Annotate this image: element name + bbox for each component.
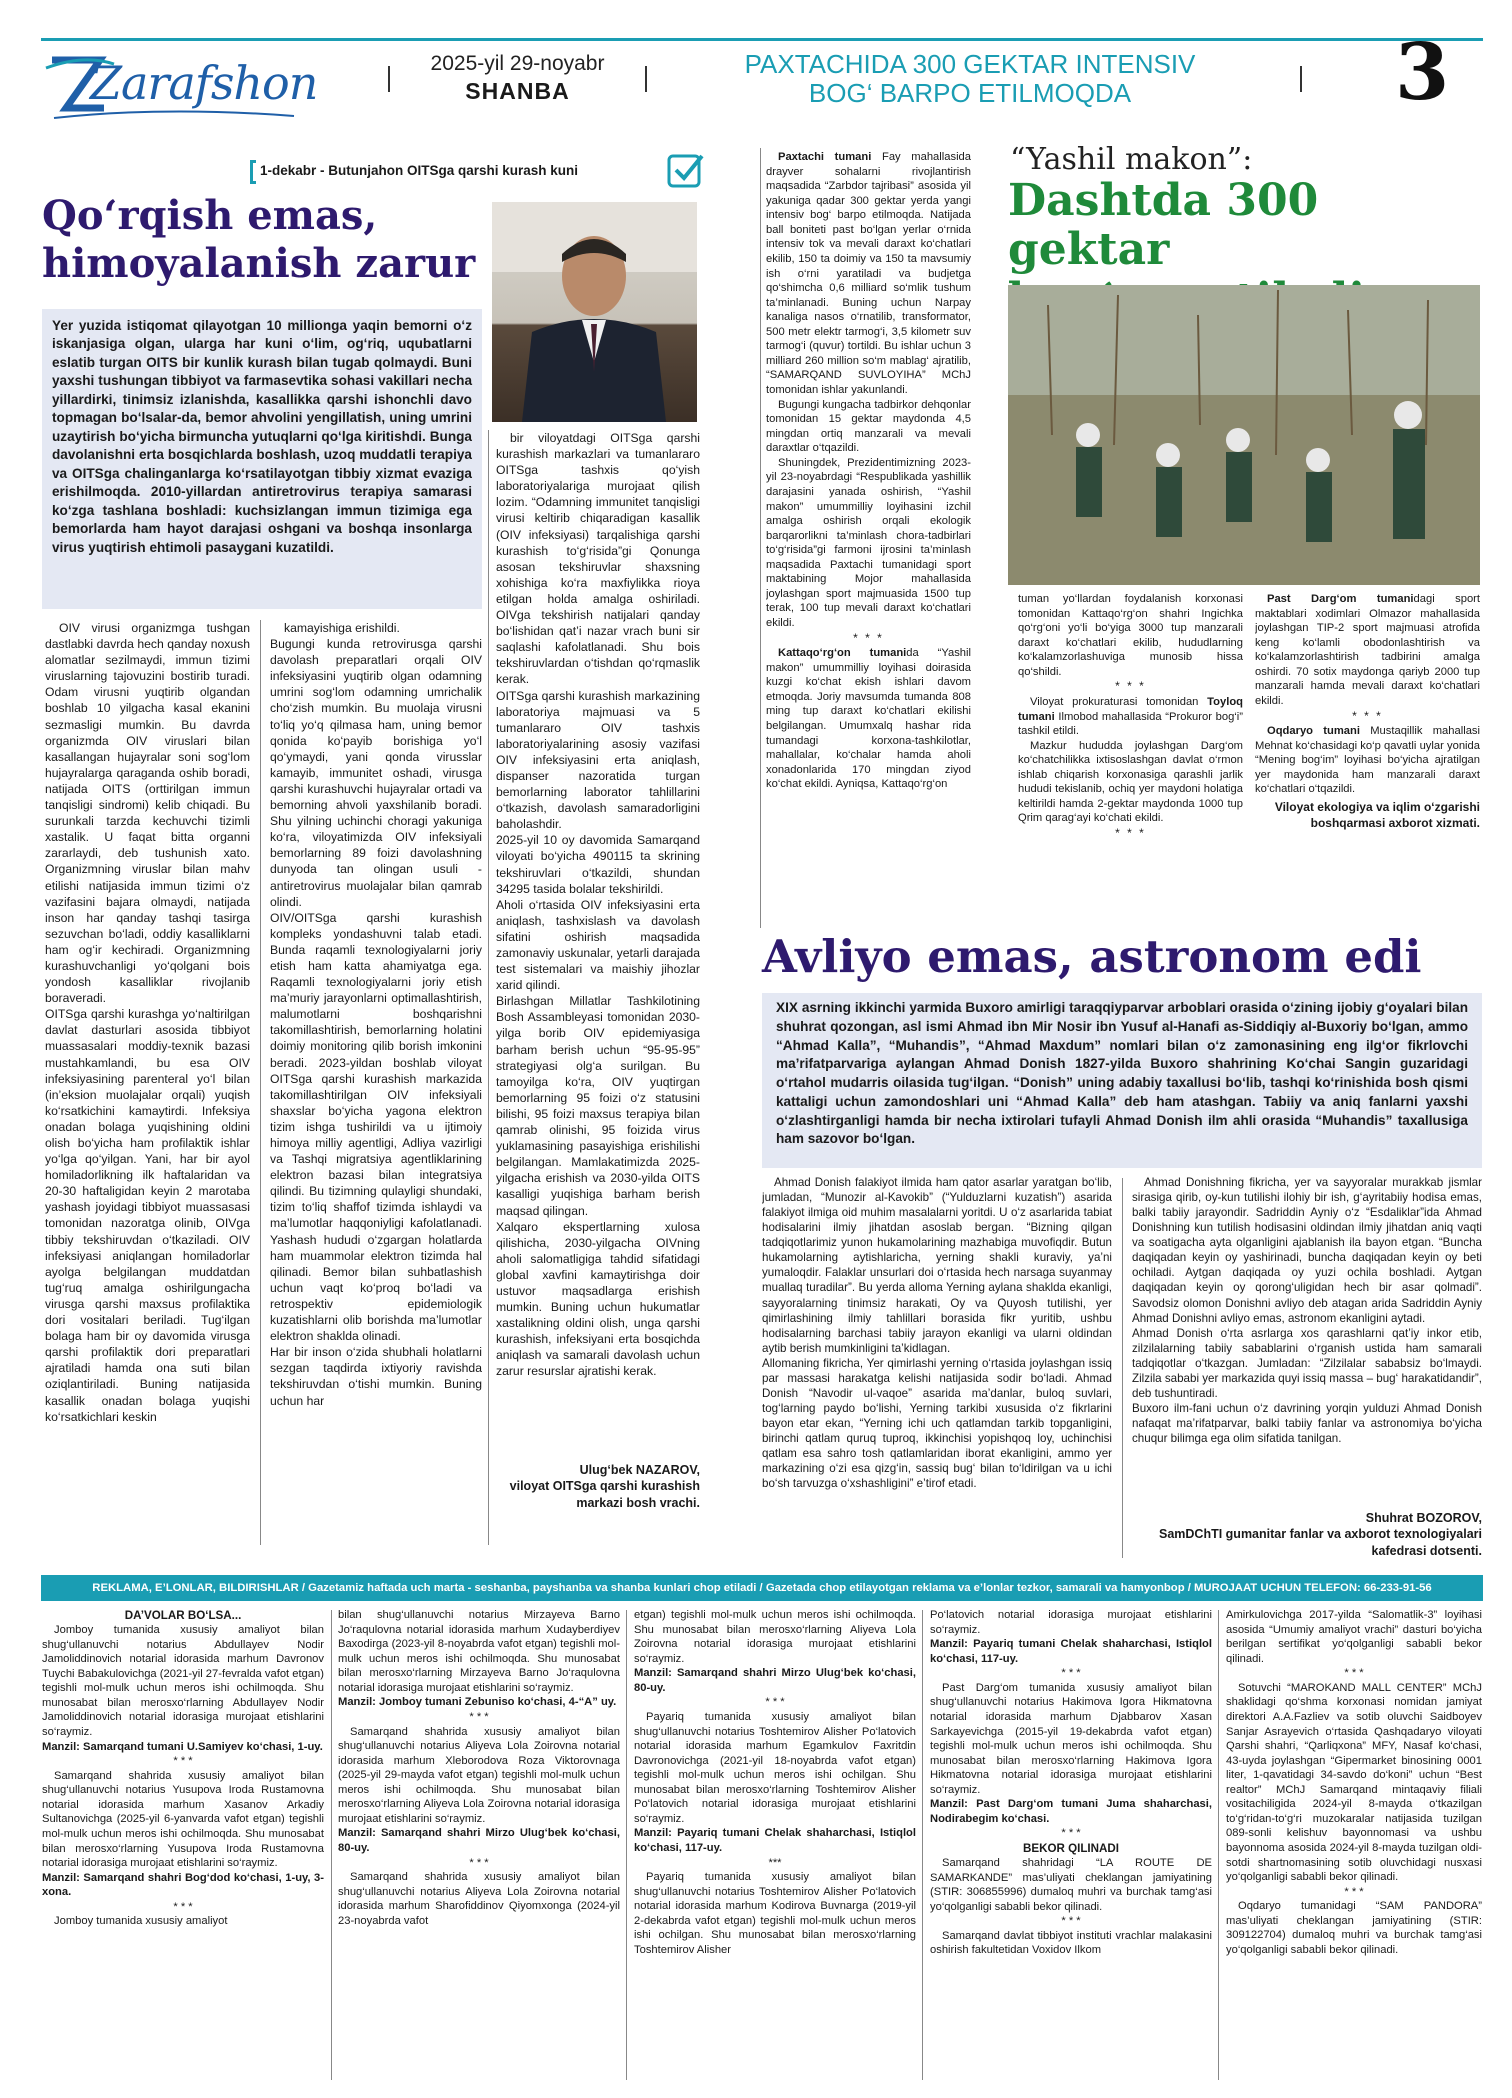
para-text: Shuningdek, Prezidentimizning 2023-yil 23-noyabrdagi “Respublikada yashillik darajasini yanada oshirish, “Yashil makon” umummilliy loyihasini izchil amalga oshirish orqali ekologik barqarorlikni ta’minlash chora-tadbirlari to‘g‘risida”gi farmoni ijrosini ta’minlash maqsadida Paxtachi tumanidagi sport maktabining Mojor mahallasida joylashgan sport majmuasida 1500 tup terak, 100 tup mevali daraxt ko‘chatlari ekildi. bbox=[766, 456, 971, 629]
ad-notice: Sotuvchi “MAROKAND MALL CENTER” MChJ shaklidagi qo‘shma korxonasi nomidan jamiyat direktori A.A.Fazliev va sotib oluvchi Saidboyev Sanjar Asrayevich o‘rtasida Qashqadaryo viloyati Qarshi shahri, “Qarliqxona” MFY, Nasaf ko‘chasi, 43-uyda joylashgan “Gipermarket binosining 0001 liter, 1-qavatidagi 34-savdo do‘koni” uchun “Best realtor” MChJ Samarqand mintaqaviy filiali vositachiligida 2024-yil 8-mayda o‘tkazilgan to‘g‘ridan-to‘g‘ri muzokaralar natijasida tuzilgan 089-sonli kelishuv bayonnomasi va ushbu bayonnoma asosida 2024-yil 8-mayda tuzilgan oldi-sotdi shartnomasining sotib oluvchidagi nusxasi yo‘qolganligi sababli bekor qilinadi. bbox=[1226, 1681, 1482, 1884]
para-text: da “Yashil makon” umummilliy loyihasi doirasida kuzgi ko‘chat ekish ishlari davom etmoqda. Joriy mavsumda tumanda 808 ming tup daraxt ko‘chatlari ekilishi belgilangan. Umumxalq hashar rida tumandagi korxona-tashkilotlar, mahallalar, ko‘chalar hamda aholi xonadonlarida 170 mingdan ziyod ko‘chat ekildi. Ayniqsa, Kattaqo‘rg‘on bbox=[766, 647, 971, 791]
separator: * * * bbox=[1061, 1827, 1081, 1840]
article1-title bbox=[42, 192, 482, 288]
ads-banner-text: REKLAMA, E’LONLAR, BILDIRISHLAR / Gazetamiz haftada uch marta - seshanba, payshanba va shanba kunlari chop etiladi / Gazetada chop etilayotgan reklama va e’lonlar tezkor, samarali va hamyonbop / MUROJAAT UCHUN TELEFON: 66-233-91-56 bbox=[92, 1582, 1432, 1594]
header-headline-line2: BOG‘ BARPO ETILMOQDA bbox=[808, 78, 1132, 109]
article2-source: Viloyat ekologiya va iqlim o‘zgarishi boshqarmasi axborot xizmati. bbox=[1274, 799, 1480, 830]
header-divider bbox=[645, 66, 647, 92]
article3-col2-text: Ahmad Donishning fikricha, yer va sayyoralar murakkab jismlar sirasiga qirib, oy-kun tutilishi ilohiy bir ish, g‘ayritabiiy hodisa emas, balki tabiiy jarayondir. Sadriddin Ayniy o‘z “Esdaliklar”ida Ahmad Donishning kun tutilish hodisasini oldindan ilmiy jihatdan aniq vaqti va soatigacha ayta olganligini ajablanish ila bayon etgan. “Buncha daqiqadan keyin oy yashirinadi, buncha daqiqadan keyin oy beti ochiladi. Aytgan daqiqada oy yuzi ochila boshladi. Aytgan daqiqadan keyin oy qorong‘uligidan hech bir asar qolmadi”. Savodsiz olomon Donishni avliyo deb atagan arida Sadriddin Ayniy Ahmad Donishni avliyo emas, astronom ekanligini aytadi. Ahmad Donish o‘rta asrlarga xos qarashlarni qat’iy inkor etib, zilzilalarning tabiiy sabablarini o‘rganish ustida ham samarali tadqiqotlar o‘tkazgan. Jumladan: “Zilzilalar sababsiz bo‘lmaydi. Zilzila sababi yer markazida quyi issiq massa – bug‘ harakatidandir”, deb tushuntiradi. Buxoro ilm-fani uchun o‘z davrining yorqin yulduzi Ahmad Donish nafaqat ma’rifatparvar, balki tabiiy fanlar va astronomiya bo‘yicha chuqur bilimga ega olim sifatida tanilgan. bbox=[1132, 1176, 1482, 1446]
article3-title: Avliyo emas, astronom edi bbox=[762, 930, 1422, 983]
ad-address: Manzil: Samarqand tumani U.Samiyev ko‘chasi, 1-uy. bbox=[42, 1740, 323, 1753]
header-divider bbox=[388, 66, 390, 92]
article1-col2-text: kamayishiga erishildi. Bugungi kunda retrovirusga qarshi davolash preparatlari orqali OIV infeksiyasini yuqtirib olgan odamning umrini sog‘lom odamning umrichalik cho‘zish mumkin. Bu muolaja virusni to‘liq yo‘q qilmasa ham, uning bemor qonida ko‘payib borishiga yo‘l qo‘ymaydi, yani qonda virusslar kamayib, immunitet oshadi, virusga qarshi kurashuvchi hujayralar ortadi va bemorning ahvoli yaxshilanib boradi. Shu yilning uchinchi choragi yakuniga ko‘ra, viloyatimizda OIV infeksiyali bemorlarning 89 foizi davolashning dunyoda tan olingan usuli - antiretrovirus muolajalar bilan qamrab olindi. OIV/OITSga qarshi kurashish kompleks yondashuvni talab etadi. Bunda raqamli texnologiyalarni joriy etish ham katta ahamiyatga ega. Raqamli texnologiyalarni joriy etish ma’muriy jarayonlarni optimallashtirish, malumotlarni boshqarishni takomillashtirish, bemorlarning holatini doimiy monitoring qilib borish imkonini beradi. 2023-yildan boshlab viloyat OITSga qarshi kurashish markazida takomillashtirilgan OIV infeksiyali shaxslar bo‘yicha yagona elektron tizim ishga tushirildi va u ijtimoiy himoya milliy agentligi, Adliya vazirligi va Tashqi migratsiya agentliklarining elektron bazasi bilan integratsiya qilindi. Bu tizimning qulayligi shundaki, tizim to‘liq shaffof tizimda ishlaydi va ma’lumotlar haqqoniyligi kafolatlanadi. Yashash hududi o‘zgargan holatlarda ham muammolar elektron tizimda hal qilinadi. Bemor bilan suhbatlashish uchun vaqt ko‘proq bo‘ladi va retrospektiv epidemiologik kuzatishlarni olib borishda ma’lumotlar elektron shaklda olinadi. Har bir inson o‘zida shubhali holatlarni sezgan taqdirda ixtiyoriy ravishda tekshiruvdan o‘tishi mumkin. Buning uchun har bbox=[270, 621, 482, 1408]
ad-notice: Payariq tumanida xususiy amaliyot bilan shug‘ullanuvchi notarius Toshtemirov Alisher Po‘latovich notarial idorasida marhum Egamkulov Faxritdin Davronovichga (2021-yil 18-noyabrda vafot etgan) tegishli mol-mulk uchun meros ishi ochilgan. Shu munosabat bilan merosxo‘rlarning Toshtemirov Alisher Po‘latovich notarial idorasiga murojaat etishlarini so‘raymiz. bbox=[634, 1710, 916, 1825]
ads-col2 bbox=[338, 1608, 620, 2086]
ad-notice: Jomboy tumanida xususiy amaliyot bilan shug‘ullanuvchi notarius Abdullayev Nodir Jamoliddinovich notarial idorasida marhum Davronov Tuychi Babakulovichga (2021-yil 27-fevralda vafot etgan) tegishli mol-mulk uchun meros ishi ochilmoqda. Shu munosabat bilan merosxo‘rlarning Abdullayev Nodir Jamoliddinovich notarial idorasiga murojaat etishlarini so‘raymiz. bbox=[42, 1624, 324, 1738]
district-name: Oqdaryo tumani bbox=[1267, 725, 1360, 738]
ad-notice: Samarqand shahridagi “LA ROUTE DE SAMARKANDE” mas’uliyati cheklangan jamiyatining (STIR: 306855996) dumaloq muhri va burchak tamg‘asi yo‘qolganligi sababli bekor qilinadi. bbox=[930, 1857, 1212, 1913]
issue-weekday: SHANBA bbox=[465, 78, 570, 104]
separator: * * * bbox=[173, 1900, 193, 1913]
logo-text: Zarafshon bbox=[90, 56, 318, 110]
article1-tag-label: 1-dekabr - Butunjahon OITSga qarshi kurash kuni bbox=[260, 163, 579, 178]
separator: *** bbox=[768, 1856, 782, 1869]
separator: * * * bbox=[765, 1696, 785, 1709]
ad-address: Manzil: Samarqand shahri Mirzo Ulug‘bek ko‘chasi, 80-uy. bbox=[634, 1667, 916, 1694]
ad-address: Manzil: Samarqand shahri Bog‘dod ko‘chasi, 1-uy, 3-xona. bbox=[42, 1871, 324, 1899]
column-rule bbox=[760, 148, 761, 928]
column-rule bbox=[1122, 1178, 1123, 1558]
article1-author-title: viloyat OITSga qarshi kurashish markazi bosh vrachi. bbox=[509, 1479, 700, 1510]
ads-col3 bbox=[634, 1608, 916, 2086]
column-rule bbox=[260, 620, 261, 1545]
article1-author: Ulug‘bek NAZAROV, bbox=[579, 1463, 700, 1477]
column-rule bbox=[1218, 1610, 1219, 2080]
separator: * * * bbox=[173, 1755, 193, 1768]
article2-col-c bbox=[1255, 592, 1480, 922]
ad-address: Manzil: Jomboy tumani Zebuniso ko‘chasi, 4-“A” uy. bbox=[338, 1696, 617, 1709]
column-rule bbox=[922, 1610, 923, 2080]
district-name: Past Darg‘om tumani bbox=[1267, 593, 1414, 605]
ad-address: Manzil: Past Darg‘om tumani Juma shaharchasi, Nodirabegim ko‘chasi. bbox=[930, 1798, 1212, 1825]
ad-notice: Samarqand shahrida xususiy amaliyot bilan shug‘ullanuvchi notarius Aliyeva Lola Zoirovna notarial idorasida marhum Xleborodova Roza Viktorovnaga (2025-yil 29-mayda vafot etgan) tegishli mol-mulk uchun meros ishi ochilmoqda. Shu munosabat bilan merosxo‘rlarning Aliyeva Lola Zoirovna notarial idorasiga murojaat etishlarini so‘raymiz. bbox=[338, 1725, 620, 1825]
article2-col-b bbox=[1018, 592, 1243, 912]
article2-para bbox=[766, 150, 971, 792]
ads-col1 bbox=[42, 1608, 324, 2086]
separator: * * * bbox=[1061, 1915, 1081, 1928]
tag-bracket bbox=[250, 160, 256, 184]
ad-address: Manzil: Payariq tumani Chelak shaharchasi, Istiqlol ko‘chasi, 117-uy. bbox=[930, 1638, 1212, 1665]
separator: * * * bbox=[469, 1710, 489, 1723]
column-rule bbox=[331, 1610, 332, 2080]
portrait-figure-icon bbox=[492, 202, 697, 422]
ad-address: Manzil: Samarqand shahri Mirzo Ulug‘bek ko‘chasi, 80-uy. bbox=[338, 1827, 620, 1854]
ad-notice: Past Darg‘om tumanida xususiy amaliyot bilan shug‘ullanuvchi notarius Hakimova Igora Hikmatovna notarial idorasida marhum Djabbarov Xasan Sarkayevichga (2015-yil 19-dekabrda vafot etgan) tegishli mol-mulk uchun meros ishi ochilmoqda. Shu munosabat bilan merosxo‘rlarning Hakimova Igora Hikmatovna notarial idorasiga murojaat etishlarini so‘raymiz. bbox=[930, 1681, 1212, 1796]
separator: * * * bbox=[1115, 679, 1146, 694]
masthead-logo bbox=[44, 46, 334, 126]
separator: * * * bbox=[1344, 1885, 1364, 1898]
separator: * * * bbox=[1061, 1667, 1081, 1680]
article1-title-line1: Qo‘rqish emas, bbox=[42, 192, 378, 239]
ad-notice: Oqdaryo tumanidagi “SAM PANDORA” mas’uliyati cheklangan jamiyatining (STIR: 309122704) dumaloq muhri va burchak tamg‘asi yo‘qolganligi sababli bekor qilinadi. bbox=[1226, 1900, 1482, 1956]
separator: * * * bbox=[1344, 1667, 1364, 1680]
article1-title-line2: himoyalanish zarur bbox=[42, 240, 476, 287]
ad-notice: etgan) tegishli mol-mulk uchun meros ishi ochilmoqda. Shu munosabat bilan merosxo‘rlarning Aliyeva Lola Zoirovna notarial idorasiga murojaat etishlarini so‘raymiz. bbox=[634, 1609, 916, 1665]
article3-author-title: SamDChTI gumanitar fanlar va axborot texnologiyalari kafedrasi dotsenti. bbox=[1159, 1527, 1482, 1558]
para-text: tuman yo‘llardan foydalanish korxonasi tomonidan Kattaqo‘rg‘on shahri Ingichka qo‘rg‘oni yo‘li bo‘yiga 3000 tup manzarali daraxt ko‘chatlari ekilib, hududlarning ko‘kalamzorlashuviga munosib hissa qo‘shildi. bbox=[1018, 593, 1243, 678]
article1-col2 bbox=[270, 620, 482, 1545]
para-text: Viloyat prokuraturasi tomonidan bbox=[1030, 695, 1208, 708]
tree-planting-photo bbox=[1008, 285, 1480, 585]
para-text: Mazkur hududda joylashgan Darg‘om ko‘chatchilikka ixtisoslashgan davlat o‘rmon ishlab chiqarish korxonasiga qarashli jarlik hududi tekislanib, ochiq yer maydoni holatiga keltirildi hamda 2-gektar maydonda 1000 tup Qrim qarag‘ayi ko‘chati ekildi. bbox=[1018, 739, 1243, 825]
column-rule bbox=[488, 430, 489, 1545]
ad-heading: BEKOR QILINADI bbox=[1023, 1842, 1119, 1855]
para-text: Fay mahallasida drayver sohalarni rivojlantirish maqsadida “Zarbdor tajribasi” asosida yil yakuniga qadar 300 gektar yerda yangi intensiv bog‘ barpo etilmoqda. Natijada ball boniteti past bo‘lgan yerlar o‘rnida intensiv tok va mevali daraxt ko‘chatlari ekilib, 150 ta doimiy va 150 ta mavsumiy ish o‘rni yaratiladi va budjetga qo‘shimcha 0,6 milliard so‘mlik tushum ta’minlanadi. Buning uchun Narpay kanaliga nasos o‘rnatilib, transformator, 500 metr elektr tarmog‘i, 3,5 kilometr suv tarmog‘i (quvur) tortildi. Bu ishlar uchun 3 milliard 260 million so‘m mablag‘ ajratilib, “SAMARQAND SUVLOYIHA” MChJ tomonidan ishlar yakunlandi. bbox=[766, 151, 971, 396]
ad-notice: Payariq tumanida xususiy amaliyot bilan shug‘ullanuvchi notarius Toshtemirov Alisher Po‘latovich notarial idorasida marhum Kodirova Buvnarga (2019-yil 2-dekabrda vafot etgan) tegishli mol-mulk uchun meros ishi ochilgan. Shu munosabat bilan merosxo‘rlarning Toshtemirov Alisher bbox=[634, 1871, 916, 1956]
ads-col5 bbox=[1226, 1608, 1482, 2086]
top-rule bbox=[41, 38, 1483, 41]
header-headline-line1: PAXTACHIDA 300 GEKTAR INTENSIV bbox=[744, 49, 1196, 79]
article3-author: Shuhrat BOZOROV, bbox=[1365, 1511, 1482, 1525]
district-name: Toyloq tumani bbox=[1018, 695, 1243, 723]
article1-col3-text: bir viloyatdagi OITSga qarshi kurashish markazlari va tumanlararo OITSga tashxis qo‘yish laboratoriyalariga murojaat qilish lozim. “Odamning immunitet tanqisligi virusi keltirib chiqaradigan kasallik (OIV infeksiyasi) tarqalishiga qarshi kurashish to‘g‘risida”gi Qonunga asosan tekshiruvlar shaxsning xohishiga ko‘ra maxfiylikka rioya etilgan holda amalga oshiriladi. OIVga tekshirish natijalari qanday bo‘lishidan qat’i nazar vrach buni sir saqlashi kafolatlanadi. Shu bois tekshiruvlardan o‘tishdan qo‘rqmaslik kerak. OITSga qarshi kurashish markazining laboratoriya majmuasi va 5 tumanlararo OIV tashxis laboratoriyalarining asosiy vazifasi OIV infeksiyasini erta aniqlash, dispanser nazoratida turgan bemorlarning laborator tahlillarini o‘tkazish, davolash samaradorligini baholashdir. 2025-yil 10 oy davomida Samarqand viloyati bo‘yicha 490115 ta skrining tekshiruvlari o‘tkazildi, shundan 34295 tasida bolalar tekshirildi. Aholi o‘rtasida OIV infeksiyasini erta aniqlash, tashxislash va davolash sifatini oshirish maqsadida zamonaviy uskunalar, yetarli darajada test sistemalari va maishiy jihozlar xarid qilindi. Birlashgan Millatlar Tashkilotining Bosh Assambleyasi tomonidan 2030-yilga borib OIV epidemiyasiga barham berish uchun “95-95-95” strategiyasi olg‘a surilgan. Bu tamoyilga ko‘ra, OIV yuqtirgan bemorlarning 95 foizi o‘z statusini bilishi, 95 foizi maxsus terapiya bilan qamrab olinishi, 95 foizida virus yuklamasining pasayishiga erishilishi belgilangan. Mamlakatimizda 2025-yilgacha erishish va 2030-yilda OITS kasalligi yuqishiga barham berish maqsad qilingan. Xalqaro ekspertlarning xulosa qilishicha, 2030-yilgacha OIVning aholi salomatligiga tahdid sifatidagi global xavfini kamaytirishga doir ustuvor maqsadlarga erishish mumkin. Buning uchun hukumatlar xastalikning oldini olish, unga qarshi kurashish, infeksiyani erta bosqichda aniqlash va samarali davolash uchun zarur resurslar ajratishi kerak. bbox=[496, 431, 700, 1379]
district-name: Paxtachi tumani bbox=[778, 151, 872, 163]
ad-notice: Jomboy tumanida xususiy amaliyot bbox=[54, 1915, 228, 1928]
article2-title-line1: Dashtda 300 gektar bbox=[1008, 175, 1319, 276]
ad-notice: bilan shug‘ullanuvchi notarius Mirzayeva Barno Jo‘raqulovna notarial idorasida marhum Xudayberdiyev Baxodirga (2023-yil 8-noyabrda vafot etgan) tegishli mol-mulk uchun meros ishi ochilmoqda. Shu munosabat bilan merosxo‘rlarning Mirzayeva Barno Jo‘raqulovna notarial idorasiga murojaat etishlarini so‘raymiz. bbox=[338, 1609, 620, 1694]
article3-col1 bbox=[762, 1175, 1112, 1565]
ads-banner bbox=[41, 1575, 1483, 1601]
article1-signature bbox=[496, 1462, 700, 1511]
ad-notice: Samarqand shahrida xususiy amaliyot bilan shug‘ullanuvchi notarius Aliyeva Lola Zoirovna notarial idorasida marhum Sharofiddinov Qiyomxonga (2024-yil 23-noyabrda vafot bbox=[338, 1871, 620, 1927]
separator: * * * bbox=[469, 1856, 489, 1869]
separator: * * * bbox=[1115, 826, 1146, 841]
article1-col3 bbox=[496, 430, 700, 1465]
issue-date: 2025-yil 29-noyabr bbox=[430, 52, 605, 75]
article1-col1-text: OIV virusi organizmga tushgan dastlabki davrda hech qanday noxush alomatlar sezilmaydi, immun tizimi viruslarning tajovuzini bostirib turadi. Odam virusni yuqtirib olgandan boshlab 10 yilgacha kasal ekanini sezmasligi mumkin. Bu davrda organizmda OIV viruslari bilan kasallangan hujayralar soni sog‘lom hujayralarga qaraganda oshib boradi, natijada OITS (orttirilgan immun tanqisligi sindromi) kelib chiqadi. Bu surunkali tarzda kechuvchi tizimli xastalik. U faqat bitta organni zararlaydi, deb tushunish xato. Organizmning viruslar bilan mahv etilishi natijasida immun tizimi o‘z vazifasini bajara olmaydi, natijada inson har qanday tashqi tasirga sezuvchan bo‘ladi, oddiy kasalliklarni ham og‘ir kechiradi. Organizmning kurashuvchanligi yo‘qolgani bois yondosh kasalliklar rivojlanib boraveradi. OITSga qarshi kurashga yo‘naltirilgan davlat dasturlari asosida tibbiyot muassasalari moddiy-texnik bazasi mustahkamlandi, bu esa OIV infeksiyasining parenteral yo‘l bilan (in’eksion muolajalar orqali) yuqish ko‘rsatkichini kamaytirdi. Infeksiya onadan bolaga yuqishining oldini olish bo‘yicha ham profilaktik ishlar yo‘lga qo‘yilgan. Yani, har bir ayol homiladorlikning ilk haftalaridan va 20-30 haftaligidan keyin 2 marotaba yashash joyidagi tibbiyot muassasasi tomonidan nazoratga olinib, OIVga tibbiy tekshiruvdan o‘tkaziladi. OIV infeksiyasi aniqlangan homiladorlar ayolga belgilangan muddatdan tug‘ruq amalga oshirilgungacha virusga qarshi maxsus profilaktika dori vositalari beriladi. Tug‘ilgan bolaga ham bir oy davomida virusga qarshi profilaktik dori preparatlari ajratiladi hamda ona suti bilan oziqlantiriladi. Buning natijasida kasallik onadan bolaga yuqishi ko‘rsatkichlari keskin bbox=[45, 621, 250, 1424]
district-name: Kattaqo‘rg‘on tumani bbox=[778, 647, 907, 660]
separator: * * * bbox=[1352, 708, 1383, 723]
ad-notice: Samarqand shahrida xususiy amaliyot bilan shug‘ullanuvchi notarius Yusupova Iroda Rustamovna notarial idorasida marhum Xasanov Arkadiy Sultanovichga (2025-yil 6-yanvarda vafot etgan) tegishli mol-mulk uchun meros ishi ochilmoqda. Shu munosabat bilan merosxo‘rlarning Yusupova Iroda Rustamovna notarial idorasiga murojaat etishlarini so‘raymiz. bbox=[42, 1769, 324, 1870]
article1-col1 bbox=[45, 620, 250, 1545]
article3-col2 bbox=[1132, 1175, 1482, 1505]
tree-planting-scene-icon bbox=[1008, 285, 1480, 585]
separator: * * * bbox=[853, 630, 884, 645]
article1-tag bbox=[250, 160, 695, 184]
para-text: Mustaqillik mahallasi Mehnat ko‘chasidagi ko‘p qavatli uylar yonida “Mening bog‘im” loyihasi bo‘yicha ajratilgan yer maydonida ham manzarali daraxt ko‘chatlari o‘tqazildi. bbox=[1255, 725, 1480, 796]
ads-col4 bbox=[930, 1608, 1212, 2086]
author-portrait-photo bbox=[492, 202, 697, 422]
column-rule bbox=[626, 1610, 627, 2080]
para-text: Ilmobod mahallasida “Prokuror bog‘i” tashkil etildi. bbox=[1018, 710, 1243, 738]
para-text: Bugungi kungacha tadbirkor dehqonlar tomonidan 15 gektar maydonda 4,5 mingdan ortiq manzarali va mevali daraxtlar o‘tqazildi. bbox=[766, 398, 971, 455]
para-text: dagi sport maktablari xodimlari Olmazor mahallasida joylashgan TIP-2 sport majmuasi atrofida keng ko‘lamli obodonlashtirish va ko‘kalamzorlashtirish tadbirini amalga oshirdi. 70 sotix maydonga qariyb 2000 tup manzarali hamda mevali daraxt ko‘chatlari ekildi. bbox=[1255, 593, 1480, 707]
article1-lead: Yer yuzida istiqomat qilayotgan 10 millionga yaqin bemorni o‘z iskanjasiga olgan, ularga har kuni o‘lim, og‘riq, uqubatlarni eslatib turgan OITS bir kunlik kurash bilan tugab qolmaydi. Buni yaxshi tushungan tibbiyot va farmasevtika sohasi vakillari necha yillardirki, tinimsiz izlanishda, kasallikka qarshi ishonchli davo topmagan bo‘lsalar-da, bemor ahvolini yengillatish, uning umrini uzaytirish bo‘yicha birmuncha yutuqlarni qo‘lga kiritishdi. Bunga davolanishni erta bosqichlarda boshlash, uzoq muddatli terapiya va OITSga chalinganlarga ko‘rsatilayotgan tibbiy xizmat evaziga erishilmoqda. 2010-yillardan antiretrovirus terapiya samarasi ko‘zga tashlana boshladi: kuchsizlangan immun tizimiga ega bemorlarda ham hayot darajasi oshgani va boshqa insonlarga virus yuqtirish ehtimoli pasaygani kuzatildi. bbox=[42, 309, 482, 609]
page-number: 3 bbox=[1395, 27, 1450, 118]
ad-address: Manzil: Payariq tumani Chelak shaharchasi, Istiqlol ko‘chasi, 117-uy. bbox=[634, 1827, 916, 1854]
article2-col-a bbox=[766, 150, 971, 920]
ad-notice: Amirkulovichga 2017-yilda “Salomatlik-3” loyihasi asosida “Umumiy amaliyot vrachi” dasturi bo‘yicha berilgan sertifikat yo‘qolganligi sababli bekor qilinadi. bbox=[1226, 1609, 1482, 1665]
article2-title-small: “Yashil makon”: bbox=[1010, 142, 1253, 177]
checkmark-icon bbox=[666, 150, 706, 190]
article3-signature bbox=[1132, 1510, 1482, 1559]
ad-notice: Po‘latovich notarial idorasiga murojaat etishlarini so‘raymiz. bbox=[930, 1609, 1212, 1636]
ad-notice: Samarqand davlat tibbiyot instituti vrachlar malakasini oshirish fakultetidan Voxidov Ilkom bbox=[930, 1929, 1212, 1957]
ad-heading: DA’VOLAR BO‘LSA... bbox=[124, 1609, 242, 1622]
header-divider bbox=[1300, 66, 1302, 92]
header-headline bbox=[690, 50, 1250, 108]
article3-col1-text: Ahmad Donish falakiyot ilmida ham qator asarlar yaratgan bo‘lib, jumladan, “Munozir al-Kavokib” (“Yulduzlarni kuzatish”) asarida falakiyot ilmiga oid muhim masalalarni yoritdi. U o‘z asarlarida tabiat hodisalarini ilmiy jihatdan asoslab bergan. “Bizning qilgan tadqiqotlarimiz yunon hukamolarining mazhabiga muvofiqdir. Butun hukamolarning aytishlaricha, yerning shakli kuraviy, ya’ni yumaloqdir. Falaklar unsurlari doi o‘rtasida hech narsaga suyanmay muallaq turadilar”. Bu yerda alloma Yerning aylana shaklda ekanligi, sayyoralarning tinimsiz harakati, Oy va Quyosh tutilishi, yer qimirlashining ilmiy tahlillari borasida fikr yuritib, ushbu hodisalarning barchasi tabiiy jarayon ekanligi va ularni oldindan aytib berish mumkinligini ta’kidlagan. Allomaning fikricha, Yer qimirlashi yerning o‘rtasida joylashgan issiq par massasi harakatga kelishi natijasida sodir bo‘ladi. Ahmad Donish “Navodir ul-vaqoe” asarida ma’danlar, buloq suvlari, tog‘larning paydo bo‘lishi, Yerning tarkibi xususida o‘z fikrlarini bayon etar ekan, “Yerning ichi uch qatlamdan tarkib topganligini, birinchi qatlam quruq tuproq, ikkinchisi yopishqoq loy, uchinchisi qatlam esa sahro tosh qatlamlaridan iborat ekanligini, ammo yer markazining o‘zi esa qizg‘in, sassiq bug‘ bilan to‘ldirilgan va u ichi bo‘sh tarvuzga o‘xshashligini” e’tirof etadi. bbox=[762, 1176, 1112, 1491]
article3-lead: XIX asrning ikkinchi yarmida Buxoro amirligi taraqqiyparvar arboblari orasida o‘zining ijobiy g‘oyalari bilan shuhrat qozongan, asl ismi Ahmad ibn Mir Nosir ibn Yusuf al-Hanafi as-Siddiqiy al-Buxoriy bo‘lgan, ammo “Ahmad Kalla”, “Muhandis”, “Ahmad Maxdum” nomlari bilan o‘z zamonasining eng ilg‘or fikrlovchi ma’rifatparvariga aylangan Ahmad Donish 1827-yilda Buxoro shahrining Ko‘chai Sangin guzaridagi o‘rtahol mudarris oilasida tug‘ilgan. “Donish” uning adabiy taxallusi bo‘lib, tashqi ko‘rinishida bosh qismi kattaligi uchun zamondoshlari uni “Ahmad Kalla” deb ham atashgan. Tabiiy va aniq fanlarni yaxshi o‘zlashtirganligi hamda bir necha ixtirolari tufayli Ahmad Donish ilm ahli orasida “Muhandis” taxallusiga ham sazovor bo‘lgan. bbox=[762, 993, 1482, 1168]
